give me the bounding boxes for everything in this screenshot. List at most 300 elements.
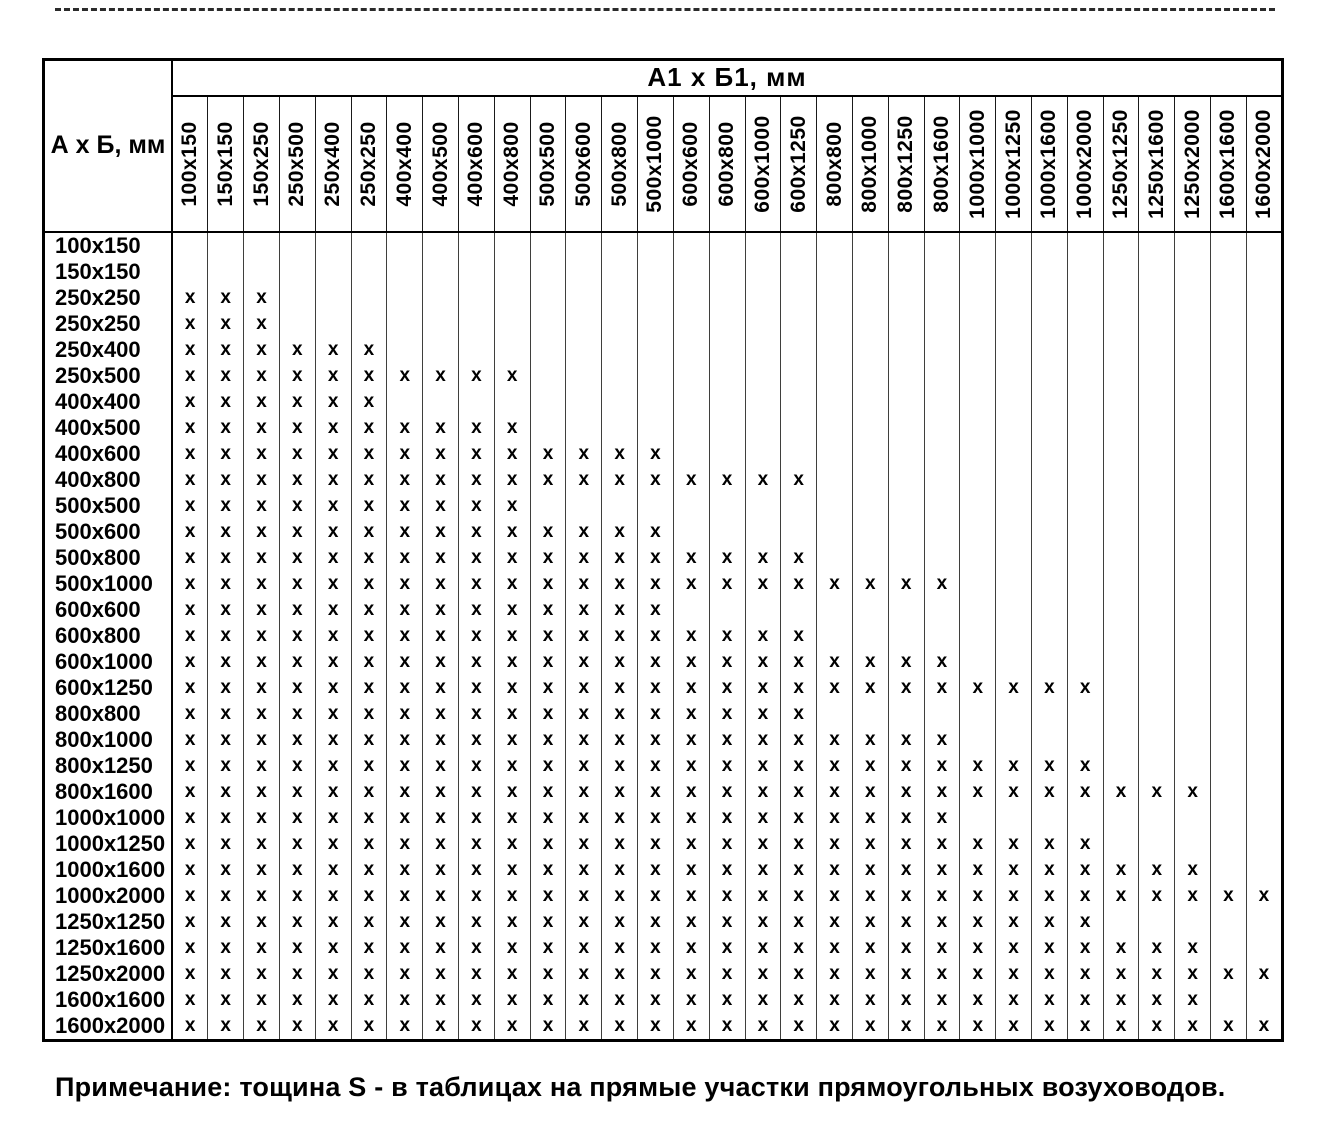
column-header-label: 400x500 bbox=[428, 120, 452, 207]
mark-cell: x bbox=[1067, 779, 1103, 805]
mark-cell: x bbox=[244, 415, 280, 441]
mark-cell: x bbox=[244, 961, 280, 987]
empty-cell bbox=[1103, 727, 1139, 753]
empty-cell bbox=[1139, 597, 1175, 623]
row-label: 1000x1000 bbox=[44, 805, 173, 831]
mark-cell: x bbox=[244, 441, 280, 467]
empty-cell bbox=[960, 415, 996, 441]
mark-cell: x bbox=[530, 701, 566, 727]
mark-cell: x bbox=[852, 753, 888, 779]
mark-cell: x bbox=[208, 545, 244, 571]
empty-cell bbox=[996, 597, 1032, 623]
row-label: 100x150 bbox=[44, 232, 173, 259]
mark-cell: x bbox=[208, 389, 244, 415]
mark-cell: x bbox=[673, 909, 709, 935]
mark-cell: x bbox=[530, 753, 566, 779]
mark-cell: x bbox=[924, 961, 960, 987]
column-header-label: 100x150 bbox=[178, 120, 202, 207]
empty-cell bbox=[673, 493, 709, 519]
mark-cell: x bbox=[817, 987, 853, 1013]
empty-cell bbox=[1246, 909, 1282, 935]
mark-cell: x bbox=[387, 987, 423, 1013]
mark-cell: x bbox=[244, 597, 280, 623]
empty-cell bbox=[781, 415, 817, 441]
mark-cell: x bbox=[852, 857, 888, 883]
mark-cell: x bbox=[638, 935, 674, 961]
mark-cell: x bbox=[566, 545, 602, 571]
mark-cell: x bbox=[566, 753, 602, 779]
mark-cell: x bbox=[960, 909, 996, 935]
mark-cell: x bbox=[494, 623, 530, 649]
mark-cell: x bbox=[1211, 1013, 1247, 1041]
mark-cell: x bbox=[924, 935, 960, 961]
mark-cell: x bbox=[924, 649, 960, 675]
mark-cell: x bbox=[602, 935, 638, 961]
mark-cell: x bbox=[351, 493, 387, 519]
mark-cell: x bbox=[1246, 883, 1282, 909]
mark-cell: x bbox=[1032, 961, 1068, 987]
empty-cell bbox=[1067, 259, 1103, 285]
mark-cell: x bbox=[852, 779, 888, 805]
column-header bbox=[602, 96, 638, 232]
mark-cell: x bbox=[279, 727, 315, 753]
mark-cell: x bbox=[673, 805, 709, 831]
mark-cell: x bbox=[996, 753, 1032, 779]
empty-cell bbox=[745, 259, 781, 285]
row-label: 1250x2000 bbox=[44, 961, 173, 987]
empty-cell bbox=[279, 311, 315, 337]
empty-cell bbox=[673, 259, 709, 285]
mark-cell: x bbox=[494, 649, 530, 675]
mark-cell: x bbox=[530, 519, 566, 545]
empty-cell bbox=[1246, 727, 1282, 753]
mark-cell: x bbox=[351, 961, 387, 987]
mark-cell: x bbox=[208, 805, 244, 831]
mark-cell: x bbox=[244, 935, 280, 961]
mark-cell: x bbox=[817, 857, 853, 883]
empty-cell bbox=[566, 363, 602, 389]
mark-cell: x bbox=[494, 753, 530, 779]
mark-cell: x bbox=[996, 909, 1032, 935]
empty-cell bbox=[745, 389, 781, 415]
empty-cell bbox=[1032, 545, 1068, 571]
empty-cell bbox=[1103, 701, 1139, 727]
empty-cell bbox=[1103, 259, 1139, 285]
empty-cell bbox=[1139, 311, 1175, 337]
empty-cell bbox=[638, 259, 674, 285]
mark-cell: x bbox=[172, 675, 208, 701]
mark-cell: x bbox=[172, 467, 208, 493]
empty-cell bbox=[1067, 232, 1103, 259]
mark-cell: x bbox=[172, 545, 208, 571]
mark-cell: x bbox=[745, 935, 781, 961]
mark-cell: x bbox=[602, 675, 638, 701]
column-header-label: 600x600 bbox=[679, 120, 703, 207]
empty-cell bbox=[996, 441, 1032, 467]
empty-cell bbox=[1032, 805, 1068, 831]
empty-cell bbox=[602, 311, 638, 337]
empty-cell bbox=[638, 493, 674, 519]
mark-cell: x bbox=[172, 987, 208, 1013]
empty-cell bbox=[781, 259, 817, 285]
mark-cell: x bbox=[1175, 857, 1211, 883]
mark-cell: x bbox=[244, 753, 280, 779]
mark-cell: x bbox=[673, 649, 709, 675]
empty-cell bbox=[852, 545, 888, 571]
table-row bbox=[44, 259, 1283, 285]
mark-cell: x bbox=[351, 727, 387, 753]
mark-cell: x bbox=[638, 857, 674, 883]
empty-cell bbox=[960, 389, 996, 415]
empty-cell bbox=[673, 597, 709, 623]
empty-cell bbox=[781, 337, 817, 363]
empty-cell bbox=[387, 311, 423, 337]
column-header-label: 400x400 bbox=[392, 120, 416, 207]
mark-cell: x bbox=[745, 805, 781, 831]
mark-cell: x bbox=[459, 779, 495, 805]
mark-cell: x bbox=[1032, 883, 1068, 909]
empty-cell bbox=[888, 545, 924, 571]
mark-cell: x bbox=[817, 649, 853, 675]
mark-cell: x bbox=[423, 883, 459, 909]
empty-cell bbox=[494, 285, 530, 311]
empty-cell bbox=[1175, 701, 1211, 727]
mark-cell: x bbox=[244, 883, 280, 909]
empty-cell bbox=[1103, 571, 1139, 597]
empty-cell bbox=[387, 285, 423, 311]
table-row bbox=[44, 415, 1283, 441]
table-row bbox=[44, 727, 1283, 753]
mark-cell: x bbox=[530, 571, 566, 597]
mark-cell: x bbox=[423, 597, 459, 623]
empty-cell bbox=[673, 389, 709, 415]
mark-cell: x bbox=[494, 1013, 530, 1041]
empty-cell bbox=[1103, 805, 1139, 831]
mark-cell: x bbox=[530, 779, 566, 805]
mark-cell: x bbox=[387, 493, 423, 519]
mark-cell: x bbox=[423, 519, 459, 545]
table-row bbox=[44, 909, 1283, 935]
column-header-label: 600x1000 bbox=[750, 114, 774, 213]
mark-cell: x bbox=[852, 1013, 888, 1041]
column-header bbox=[673, 96, 709, 232]
mark-cell: x bbox=[279, 623, 315, 649]
mark-cell: x bbox=[351, 441, 387, 467]
mark-cell: x bbox=[423, 675, 459, 701]
column-header bbox=[1175, 96, 1211, 232]
empty-cell bbox=[996, 311, 1032, 337]
mark-cell: x bbox=[459, 649, 495, 675]
table-row bbox=[44, 337, 1283, 363]
mark-cell: x bbox=[602, 623, 638, 649]
mark-cell: x bbox=[673, 753, 709, 779]
mark-cell: x bbox=[315, 753, 351, 779]
empty-cell bbox=[1211, 623, 1247, 649]
empty-cell bbox=[1246, 753, 1282, 779]
mark-cell: x bbox=[244, 571, 280, 597]
mark-cell: x bbox=[566, 467, 602, 493]
empty-cell bbox=[852, 285, 888, 311]
mark-cell: x bbox=[530, 727, 566, 753]
mark-cell: x bbox=[279, 337, 315, 363]
empty-cell bbox=[1032, 285, 1068, 311]
mark-cell: x bbox=[888, 935, 924, 961]
column-header bbox=[387, 96, 423, 232]
mark-cell: x bbox=[459, 415, 495, 441]
empty-cell bbox=[745, 519, 781, 545]
mark-cell: x bbox=[602, 571, 638, 597]
empty-cell bbox=[1246, 831, 1282, 857]
empty-cell bbox=[1067, 363, 1103, 389]
mark-cell: x bbox=[387, 1013, 423, 1041]
table-row bbox=[44, 649, 1283, 675]
empty-cell bbox=[1175, 259, 1211, 285]
empty-cell bbox=[996, 701, 1032, 727]
mark-cell: x bbox=[602, 519, 638, 545]
table-body bbox=[44, 232, 1283, 1041]
mark-cell: x bbox=[279, 649, 315, 675]
mark-cell: x bbox=[673, 779, 709, 805]
empty-cell bbox=[1246, 259, 1282, 285]
mark-cell: x bbox=[423, 701, 459, 727]
mark-cell: x bbox=[1067, 1013, 1103, 1041]
mark-cell: x bbox=[566, 935, 602, 961]
mark-cell: x bbox=[387, 935, 423, 961]
empty-cell bbox=[1139, 415, 1175, 441]
mark-cell: x bbox=[1211, 883, 1247, 909]
empty-cell bbox=[1139, 389, 1175, 415]
mark-cell: x bbox=[1139, 935, 1175, 961]
column-header-label: 600x800 bbox=[715, 120, 739, 207]
column-header-label: 1600x2000 bbox=[1251, 108, 1275, 219]
mark-cell: x bbox=[960, 857, 996, 883]
mark-cell: x bbox=[208, 701, 244, 727]
table-row bbox=[44, 935, 1283, 961]
mark-cell: x bbox=[602, 831, 638, 857]
empty-cell bbox=[1246, 441, 1282, 467]
mark-cell: x bbox=[566, 1013, 602, 1041]
mark-cell: x bbox=[781, 857, 817, 883]
empty-cell bbox=[1103, 649, 1139, 675]
mark-cell: x bbox=[1103, 883, 1139, 909]
mark-cell: x bbox=[566, 805, 602, 831]
mark-cell: x bbox=[244, 337, 280, 363]
mark-cell: x bbox=[638, 987, 674, 1013]
empty-cell bbox=[996, 389, 1032, 415]
empty-cell bbox=[817, 597, 853, 623]
mark-cell: x bbox=[244, 389, 280, 415]
mark-cell: x bbox=[279, 883, 315, 909]
mark-cell: x bbox=[566, 883, 602, 909]
mark-cell: x bbox=[315, 571, 351, 597]
empty-cell bbox=[1103, 285, 1139, 311]
empty-cell bbox=[638, 363, 674, 389]
empty-cell bbox=[960, 311, 996, 337]
mark-cell: x bbox=[817, 883, 853, 909]
mark-cell: x bbox=[351, 753, 387, 779]
mark-cell: x bbox=[494, 467, 530, 493]
mark-cell: x bbox=[745, 727, 781, 753]
empty-cell bbox=[530, 389, 566, 415]
mark-cell: x bbox=[817, 779, 853, 805]
mark-cell: x bbox=[423, 857, 459, 883]
mark-cell: x bbox=[673, 701, 709, 727]
column-header-label: 1600x1600 bbox=[1216, 108, 1240, 219]
table-row bbox=[44, 493, 1283, 519]
empty-cell bbox=[781, 519, 817, 545]
empty-cell bbox=[709, 337, 745, 363]
empty-cell bbox=[1067, 519, 1103, 545]
empty-cell bbox=[423, 232, 459, 259]
mark-cell: x bbox=[530, 623, 566, 649]
mark-cell: x bbox=[852, 571, 888, 597]
mark-cell: x bbox=[817, 571, 853, 597]
empty-cell bbox=[673, 311, 709, 337]
mark-cell: x bbox=[315, 909, 351, 935]
empty-cell bbox=[888, 623, 924, 649]
empty-cell bbox=[888, 467, 924, 493]
mark-cell: x bbox=[315, 415, 351, 441]
mark-cell: x bbox=[566, 961, 602, 987]
mark-cell: x bbox=[781, 649, 817, 675]
empty-cell bbox=[1175, 415, 1211, 441]
mark-cell: x bbox=[602, 779, 638, 805]
empty-cell bbox=[1246, 571, 1282, 597]
table-header bbox=[44, 60, 1283, 232]
mark-cell: x bbox=[709, 935, 745, 961]
table-row bbox=[44, 1013, 1283, 1041]
table-row bbox=[44, 961, 1283, 987]
empty-cell bbox=[1246, 389, 1282, 415]
table-row bbox=[44, 831, 1283, 857]
empty-cell bbox=[924, 363, 960, 389]
mark-cell: x bbox=[1067, 857, 1103, 883]
mark-cell: x bbox=[817, 805, 853, 831]
mark-cell: x bbox=[602, 805, 638, 831]
column-header-label: 250x400 bbox=[321, 120, 345, 207]
mark-cell: x bbox=[566, 909, 602, 935]
mark-cell: x bbox=[817, 727, 853, 753]
mark-cell: x bbox=[172, 649, 208, 675]
mark-cell: x bbox=[244, 831, 280, 857]
empty-cell bbox=[566, 232, 602, 259]
mark-cell: x bbox=[315, 675, 351, 701]
empty-cell bbox=[423, 285, 459, 311]
table-row bbox=[44, 519, 1283, 545]
mark-cell: x bbox=[208, 649, 244, 675]
empty-cell bbox=[279, 232, 315, 259]
mark-cell: x bbox=[781, 701, 817, 727]
empty-cell bbox=[817, 519, 853, 545]
empty-cell bbox=[817, 285, 853, 311]
mark-cell: x bbox=[673, 961, 709, 987]
empty-cell bbox=[530, 285, 566, 311]
mark-cell: x bbox=[745, 883, 781, 909]
empty-cell bbox=[1211, 935, 1247, 961]
mark-cell: x bbox=[996, 987, 1032, 1013]
mark-cell: x bbox=[638, 779, 674, 805]
mark-cell: x bbox=[566, 831, 602, 857]
empty-cell bbox=[1246, 987, 1282, 1013]
empty-cell bbox=[530, 337, 566, 363]
column-header bbox=[566, 96, 602, 232]
empty-cell bbox=[1139, 701, 1175, 727]
empty-cell bbox=[709, 363, 745, 389]
mark-cell: x bbox=[852, 831, 888, 857]
empty-cell bbox=[1032, 597, 1068, 623]
empty-cell bbox=[781, 311, 817, 337]
mark-cell: x bbox=[208, 1013, 244, 1041]
empty-cell bbox=[996, 805, 1032, 831]
mark-cell: x bbox=[423, 441, 459, 467]
mark-cell: x bbox=[459, 1013, 495, 1041]
mark-cell: x bbox=[208, 597, 244, 623]
empty-cell bbox=[351, 285, 387, 311]
mark-cell: x bbox=[494, 831, 530, 857]
empty-cell bbox=[566, 493, 602, 519]
column-header bbox=[745, 96, 781, 232]
mark-cell: x bbox=[924, 831, 960, 857]
mark-cell: x bbox=[960, 779, 996, 805]
row-label: 800x800 bbox=[44, 701, 173, 727]
empty-cell bbox=[1211, 571, 1247, 597]
mark-cell: x bbox=[494, 961, 530, 987]
empty-cell bbox=[1246, 623, 1282, 649]
mark-cell: x bbox=[602, 1013, 638, 1041]
empty-cell bbox=[1246, 935, 1282, 961]
mark-cell: x bbox=[996, 675, 1032, 701]
empty-cell bbox=[817, 441, 853, 467]
mark-cell: x bbox=[852, 727, 888, 753]
column-header-label: 500x1000 bbox=[643, 114, 667, 213]
mark-cell: x bbox=[423, 545, 459, 571]
mark-cell: x bbox=[494, 909, 530, 935]
mark-cell: x bbox=[638, 441, 674, 467]
empty-cell bbox=[1246, 232, 1282, 259]
mark-cell: x bbox=[351, 987, 387, 1013]
mark-cell: x bbox=[709, 857, 745, 883]
mark-cell: x bbox=[494, 727, 530, 753]
mark-cell: x bbox=[602, 441, 638, 467]
empty-cell bbox=[817, 337, 853, 363]
empty-cell bbox=[709, 493, 745, 519]
empty-cell bbox=[924, 389, 960, 415]
mark-cell: x bbox=[566, 597, 602, 623]
empty-cell bbox=[888, 493, 924, 519]
mark-cell: x bbox=[172, 701, 208, 727]
empty-cell bbox=[781, 597, 817, 623]
mark-cell: x bbox=[172, 623, 208, 649]
empty-cell bbox=[1139, 545, 1175, 571]
empty-cell bbox=[494, 259, 530, 285]
mark-cell: x bbox=[279, 779, 315, 805]
empty-cell bbox=[996, 571, 1032, 597]
empty-cell bbox=[996, 519, 1032, 545]
empty-cell bbox=[1103, 623, 1139, 649]
empty-cell bbox=[888, 389, 924, 415]
empty-cell bbox=[1175, 571, 1211, 597]
column-header bbox=[781, 96, 817, 232]
mark-cell: x bbox=[852, 961, 888, 987]
empty-cell bbox=[781, 441, 817, 467]
mark-cell: x bbox=[709, 779, 745, 805]
column-header-label: 1000x1600 bbox=[1037, 108, 1061, 219]
column-header-label: 150x250 bbox=[249, 120, 273, 207]
mark-cell: x bbox=[315, 389, 351, 415]
empty-cell bbox=[996, 337, 1032, 363]
row-label: 1600x1600 bbox=[44, 987, 173, 1013]
mark-cell: x bbox=[960, 1013, 996, 1041]
